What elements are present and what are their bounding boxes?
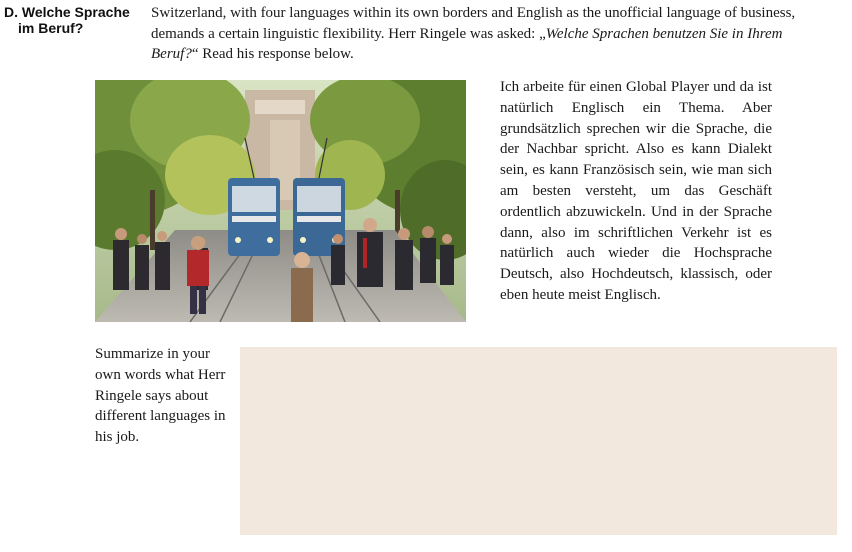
section-label xyxy=(4,4,144,36)
intro-text: Switzerland, with four languages within its own borders and English as the unofficial language of business, demands a certain linguistic flexibility. Herr Ringele was asked: „ xyxy=(151,5,796,42)
street-tram-photo xyxy=(95,80,466,322)
section-label-line2: im Beruf? xyxy=(18,20,84,36)
intro-question: Welche Sprachen benutzen Sie in Ihrem Beruf? xyxy=(151,25,783,62)
ringele-quote: Ich arbeite für einen Global Player und da ist natürlich Englisch ein Thema. Aber grundsätzlich sprechen wir die Sprache, die der Nachbar spricht. Also es kann Dialekt sein, es kann Französisch sein, wie man sich am besten versteht, um das Geschäft ordentlich abzuwickeln. Und in der Sprache dann, also im schriftlichen Verkehr ist es natürlich auch wieder die Hochsprache Deutsch, also Hochdeutsch, klassisch, oder eben heute meist Englisch. xyxy=(500,79,772,303)
summary-answer-area[interactable] xyxy=(240,347,837,535)
section-label-line1: D. Welche Sprache xyxy=(4,4,130,20)
intro-text-end: “ Read his response below. xyxy=(191,46,354,62)
intro-paragraph xyxy=(151,3,831,65)
summary-prompt: Summarize in your own words what Herr Ringele says about different languages in his job. xyxy=(95,346,226,446)
